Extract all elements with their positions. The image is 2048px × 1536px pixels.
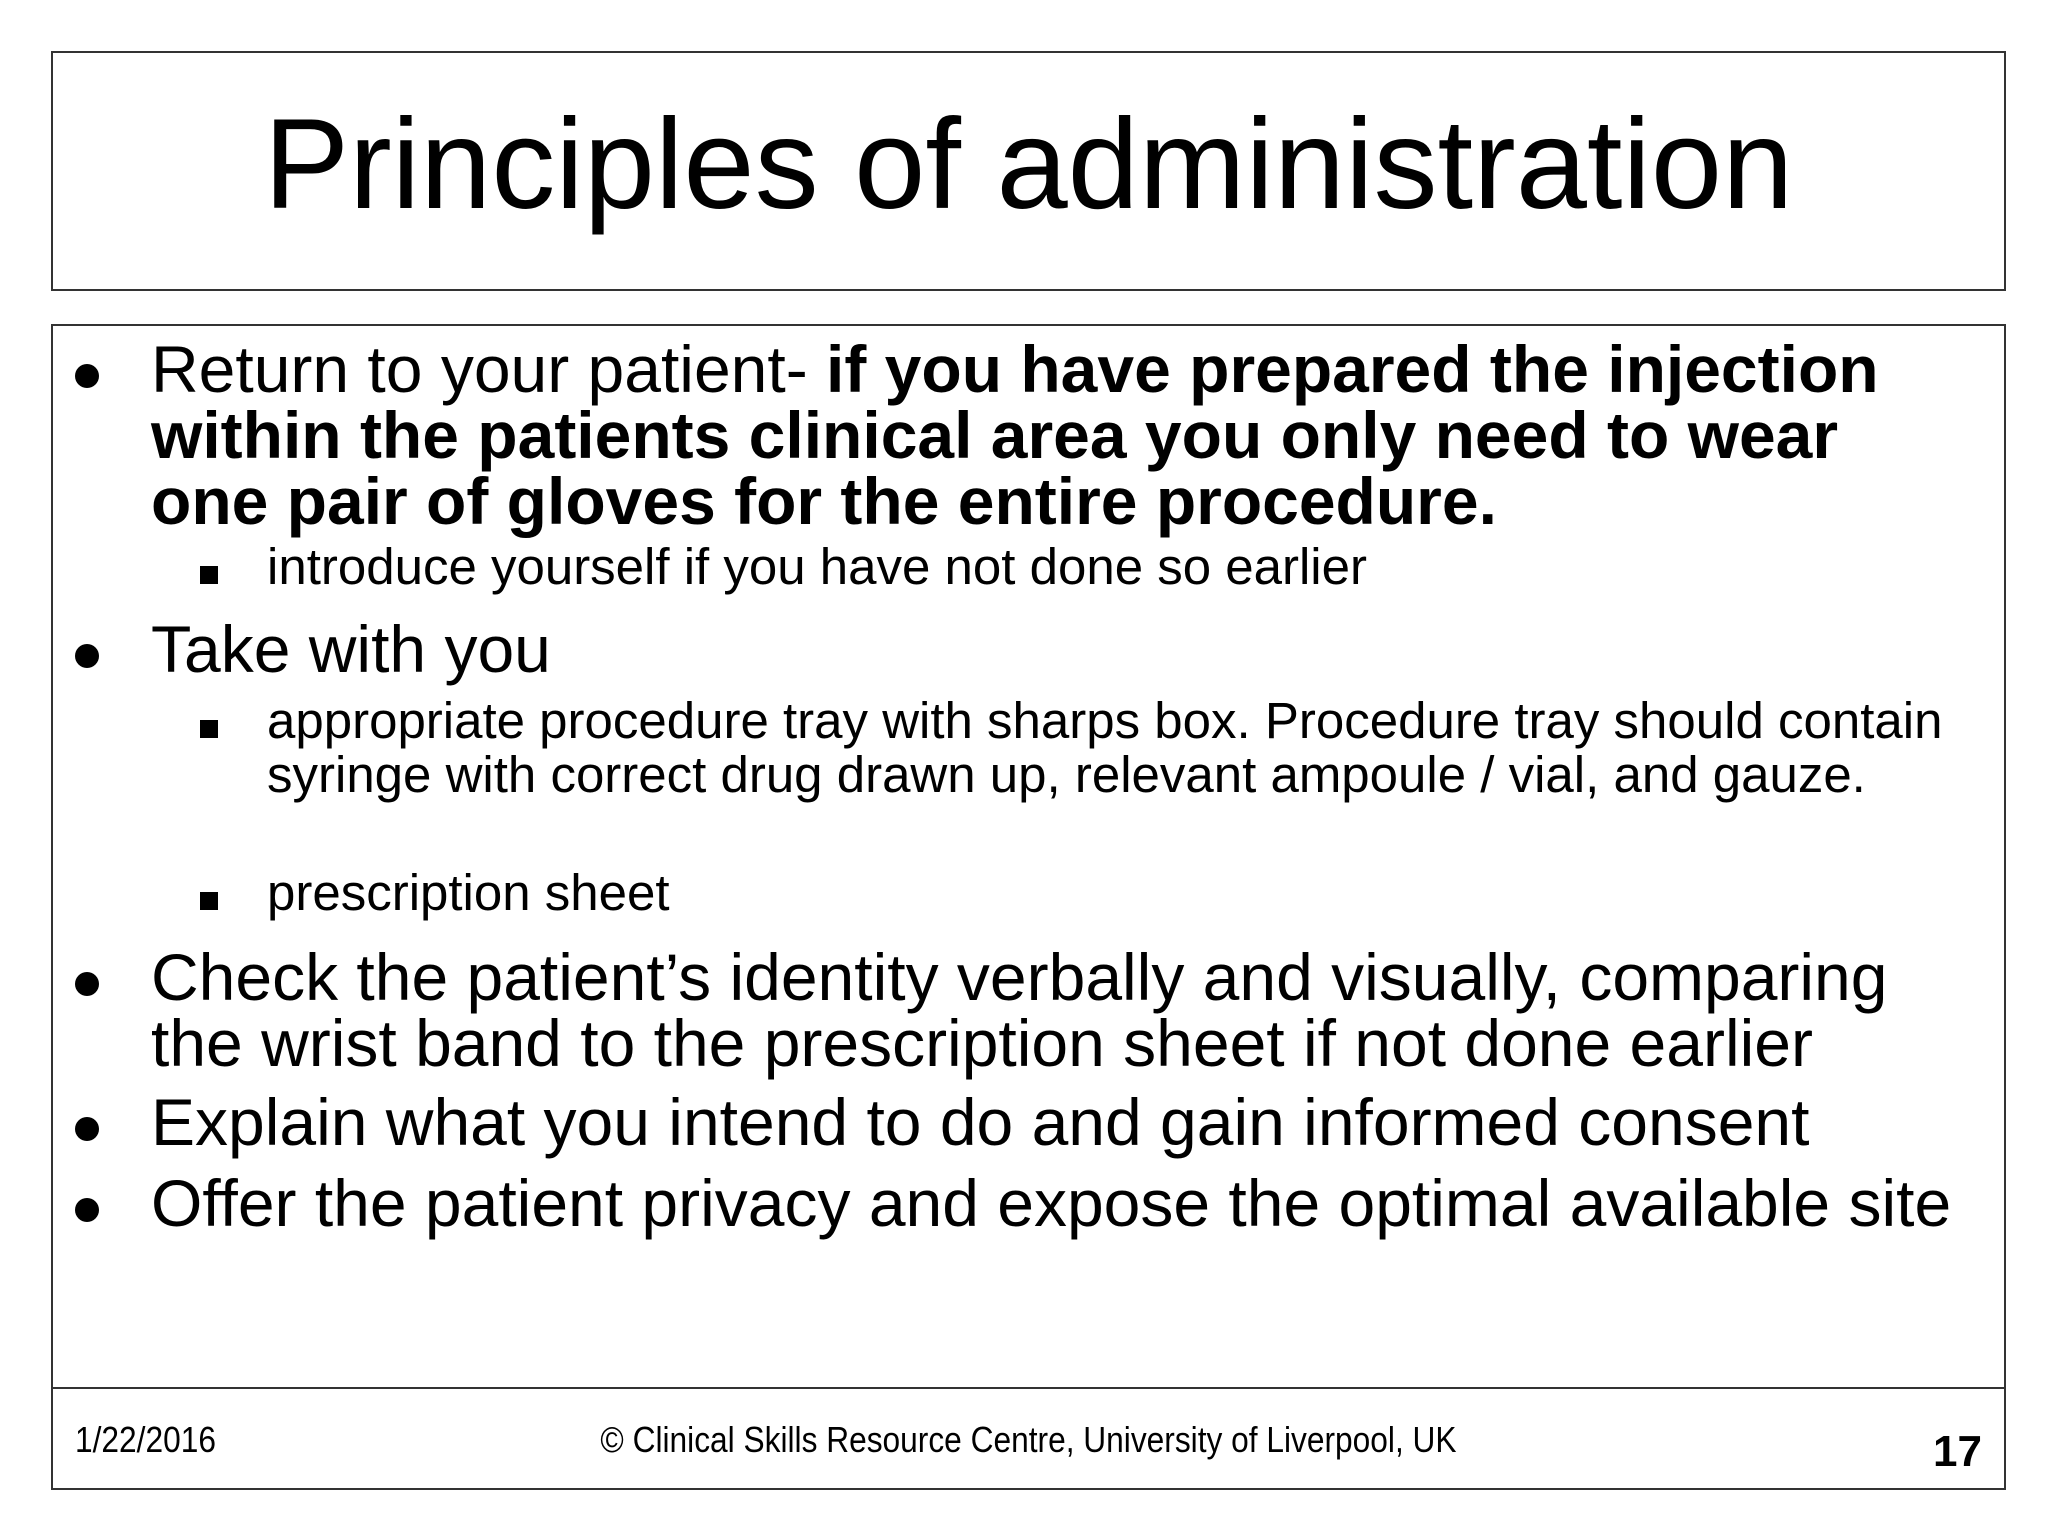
subbullet-text: introduce yourself if you have not done so earlier [267, 538, 1367, 595]
subbullet-text: appropriate procedure tray with sharps box. Procedure tray should contain syringe with correct drug drawn up, relevant ampoule / vial, and gauze. [267, 692, 1943, 803]
bullet-text-bold: if you have prepared the injection within the patients clinical area you only need to wear one pair of gloves for the entire procedure. [151, 332, 1879, 538]
bullet-dot-icon [75, 972, 99, 996]
footer-copyright: © Clinical Skills Resource Centre, University of Liverpool, UK [600, 1419, 1457, 1460]
page-number: 17 [1933, 1427, 1982, 1476]
title-box [51, 51, 2006, 291]
bullet-text: Check the patient’s identity verbally and visually, comparing the wrist band to the prescription sheet if not done earlier [151, 940, 1888, 1080]
bullet-dot-icon [75, 1198, 99, 1222]
bullet-dot-icon [75, 364, 99, 388]
bullet-list [53, 326, 2004, 1388]
slide-title: Principles of administration [263, 93, 1794, 236]
subbullet-text: prescription sheet [267, 864, 670, 921]
footer-date: 1/22/2016 [75, 1419, 216, 1460]
bullet-dot-icon [75, 644, 99, 668]
slide-footer [53, 1389, 2004, 1488]
bullet-text: Offer the patient privacy and expose the optimal available site [151, 1166, 1952, 1240]
content-box [51, 324, 2006, 1490]
bullet-dot-icon [75, 1117, 99, 1141]
square-bullet-icon [200, 566, 218, 584]
square-bullet-icon [200, 720, 218, 738]
bullet-text-plain: Return to your patient- [151, 332, 827, 406]
bullet-text: Take with you [151, 612, 551, 686]
bullet-text: Explain what you intend to do and gain informed consent [151, 1085, 1810, 1159]
bullet-text [151, 332, 1968, 538]
square-bullet-icon [200, 892, 218, 910]
